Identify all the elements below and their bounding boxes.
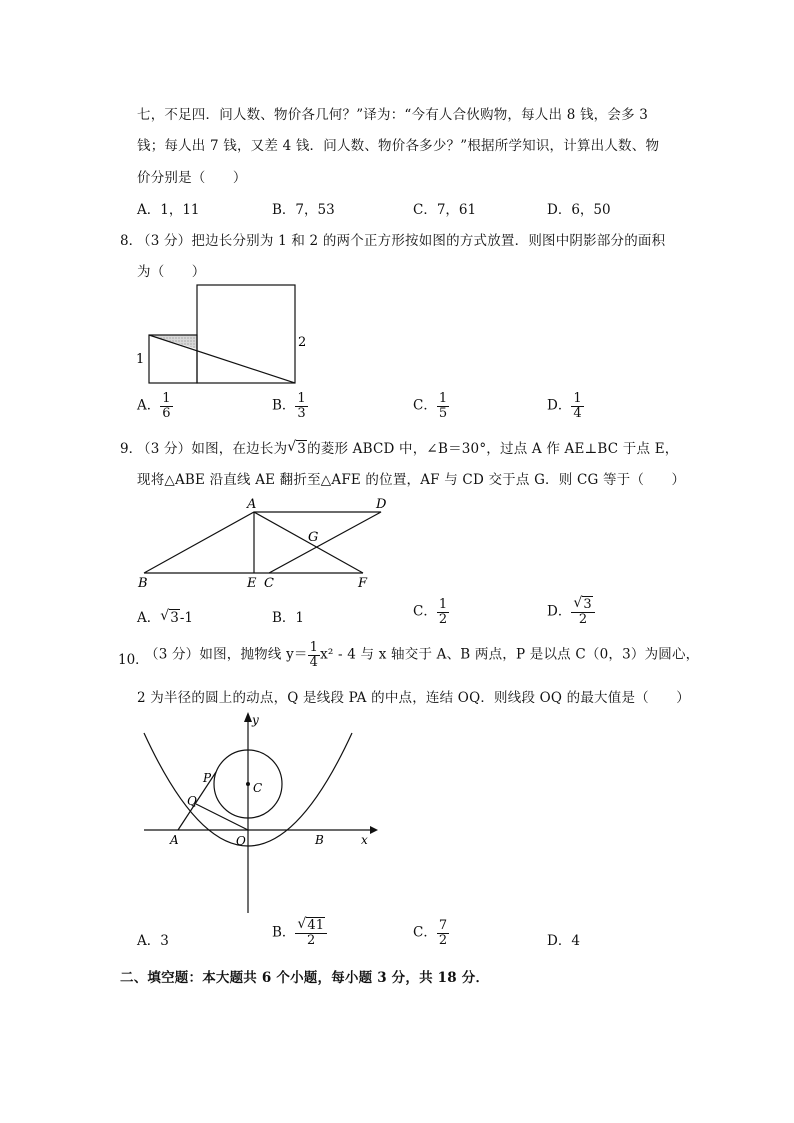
q8-option-c-den: 5 (438, 405, 448, 421)
q8-option-a-num: 1 (162, 391, 171, 406)
q9-option-a-tail: -1 (179, 610, 193, 626)
q10-option-b-letter: B． (272, 924, 296, 941)
q9-option-c-num: 1 (438, 597, 448, 612)
q9-option-c-letter: C． (413, 603, 437, 620)
q8-option-b (272, 392, 308, 420)
q10-x-axis-arrow (370, 826, 378, 834)
q10-label-b: B (315, 833, 324, 847)
q10-label-c: C (253, 781, 263, 795)
q7-text-line1: 七，不足四．问人数、物价各几何？”译为：“今有人合伙购物，每人出 8 钱，会多 3 (137, 107, 649, 123)
q8-option-c-num: 1 (438, 391, 448, 406)
q8-option-b-letter: B． (272, 397, 296, 414)
q7-text-line3: 价分别是（ ） (137, 170, 247, 186)
q10-option-c-den: 2 (438, 932, 448, 948)
q9-option-d: D． √ 3 2 (547, 598, 595, 626)
q9-option-d-den: 2 (578, 611, 588, 627)
q9-text-line1: （3 分）如图，在边长为 √ 3的菱形 ABCD 中，∠B＝30°，过点 A 作 AE⊥BC 于点 E， (137, 439, 679, 457)
q10-label-p: P (203, 771, 212, 785)
q10-label-x: x (361, 833, 368, 847)
q10-text-line1-b: x² - 4 与 x 轴交于 A、B 两点，P 是以点 C（0，3）为圆心， (320, 646, 700, 663)
q7-option-a: A．1，11 (137, 202, 200, 218)
q10-option-b-rad: 41 (307, 918, 324, 933)
q9-option-b: B．1 (272, 610, 305, 626)
q10-label-a: A (170, 833, 179, 847)
q10-option-c-letter: C． (413, 924, 437, 941)
q8-label-large: 2 (298, 335, 307, 350)
q8-number: 8． (120, 233, 143, 249)
q9-option-d-letter: D． (547, 603, 572, 620)
q9-label-f: F (358, 576, 368, 591)
q9-number: 9． (120, 441, 143, 457)
q10-option-c (413, 919, 449, 947)
q9-label-b: B (138, 576, 148, 591)
q9-text-line1-b: 的菱形 ABCD 中，∠B＝30°，过点 A 作 AE⊥BC 于点 E， (307, 441, 679, 457)
q10-center-point (246, 782, 250, 786)
q9-option-c-den: 2 (438, 611, 448, 627)
q7-text-line2: 钱；每人出 7 钱，又差 4 钱．问人数、物价各多少？”根据所学知识，计算出人数、物 (137, 138, 660, 154)
q10-number: 10． (118, 652, 149, 668)
q9-option-a-letter: A． (137, 610, 161, 626)
q10-label-y: y (252, 713, 259, 727)
q10-label-o: O (236, 834, 246, 848)
q7-option-b: B．7，53 (272, 202, 335, 218)
q8-option-b-num: 1 (297, 391, 306, 406)
q8-option-a-den: 6 (162, 405, 171, 421)
q9-option-a-rad: 3 (170, 610, 179, 626)
q10-parabola-figure (130, 708, 380, 918)
q8-label-small: 1 (136, 352, 145, 367)
q10-text-line1-num: 1 (309, 640, 319, 655)
q10-text-line1 (145, 641, 699, 669)
q8-option-a (137, 392, 173, 420)
q9-option-a: A． √ 3-1 (137, 608, 193, 626)
q9-rhombus-figure (130, 492, 400, 592)
q7-option-c: C．7，61 (413, 202, 477, 218)
q9-option-c (413, 598, 449, 626)
q8-option-a-letter: A． (137, 397, 161, 414)
q8-option-b-den: 3 (297, 405, 306, 421)
q8-option-c (413, 392, 449, 420)
q10-option-c-num: 7 (438, 918, 448, 933)
q7-option-d: D．6，50 (547, 202, 611, 218)
q10-y-axis-arrow (244, 712, 252, 722)
q9-label-c: C (264, 576, 274, 591)
section-2-title: 二、填空题：本大题共 6 个小题，每小题 3 分，共 18 分． (120, 970, 490, 986)
q9-label-g: G (308, 530, 319, 545)
q8-text-line1: （3 分）把边长分别为 1 和 2 的两个正方形按如图的方式放置．则图中阴影部分的面积 (137, 233, 666, 249)
q8-option-c-letter: C． (413, 397, 437, 414)
q10-option-d: D．4 (547, 933, 580, 949)
q10-label-q: Q (187, 794, 197, 808)
q8-squares-figure (130, 280, 320, 390)
q9-text-line2: 现将△ABE 沿直线 AE 翻折至△AFE 的位置，AF 与 CD 交于点 G．则 CG 等于（ ） (137, 472, 686, 488)
q10-option-a: A．3 (137, 933, 169, 949)
q10-option-b: B． √ 41 2 (272, 919, 327, 947)
q9-label-a: A (247, 497, 257, 512)
q9-text-line1-rad: 3 (297, 441, 307, 457)
q9-label-d: D (376, 497, 387, 512)
q8-text-line2: 为（ ） (137, 264, 206, 280)
q10-text-line2: 2 为半径的圆上的动点，Q 是线段 PA 的中点，连结 OQ．则线段 OQ 的最大值是（ ） (137, 690, 690, 706)
q10-text-line1-den: 4 (309, 654, 319, 670)
q9-option-d-rad: 3 (583, 597, 592, 612)
q8-option-d-num: 1 (573, 391, 582, 406)
q8-option-d (547, 392, 584, 420)
q9-label-e: E (247, 576, 257, 591)
q10-option-b-den: 2 (307, 932, 316, 948)
q8-option-d-letter: D． (547, 397, 572, 414)
q8-large-square (197, 285, 295, 383)
q9-text-line1-a: （3 分）如图，在边长为 (137, 441, 288, 457)
q8-option-d-den: 4 (573, 405, 582, 421)
q8-diagonal-line (149, 335, 295, 383)
q10-text-line1-a: （3 分）如图，抛物线 y＝ (145, 646, 308, 663)
